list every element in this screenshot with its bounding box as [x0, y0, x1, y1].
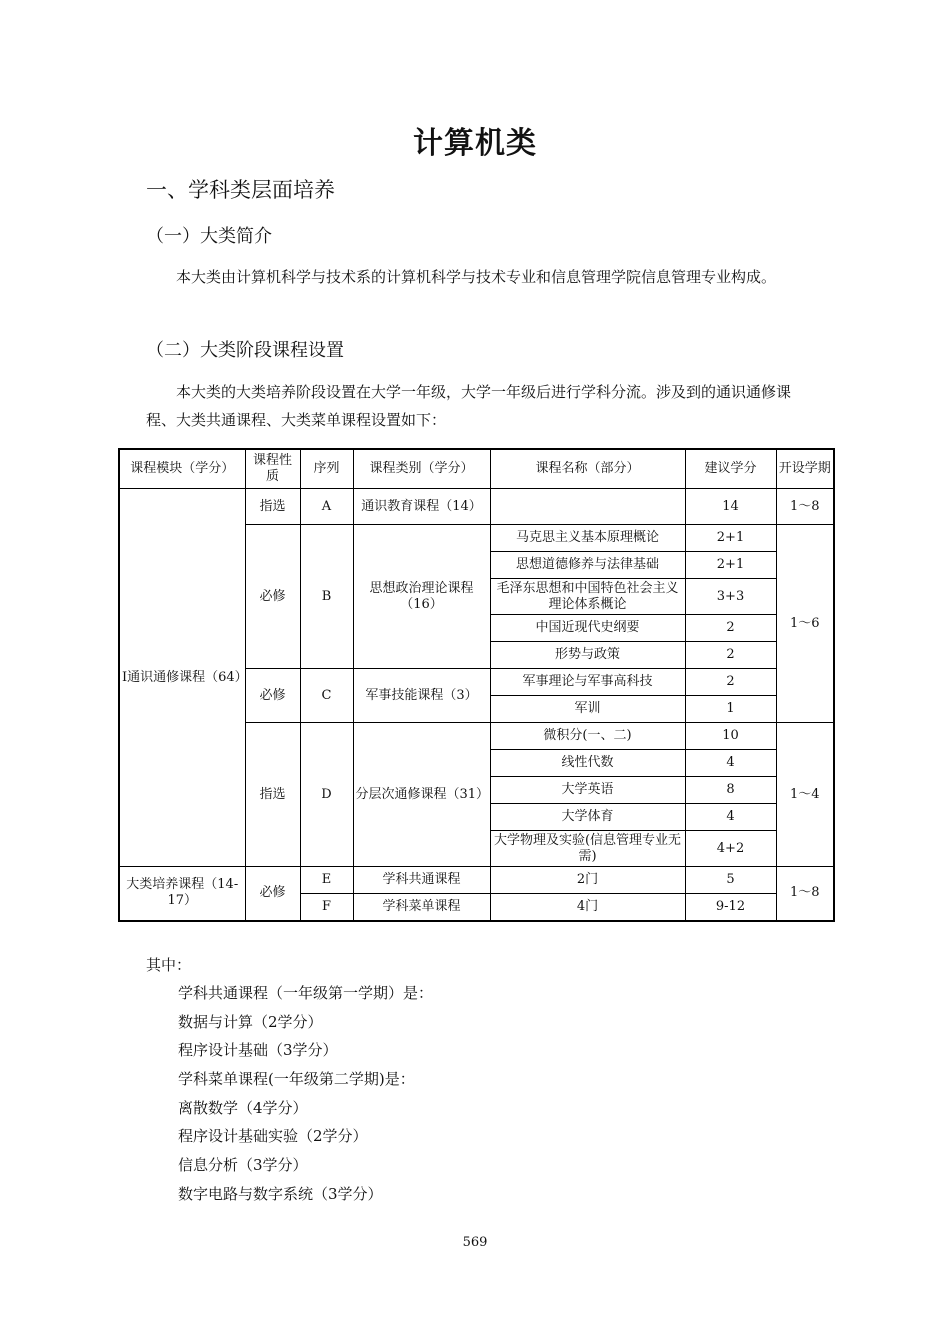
credit-cell: 2: [685, 669, 776, 696]
seq-cell: C: [300, 669, 353, 723]
nature-cell: 必修: [245, 669, 300, 723]
term-cell: 1～4: [776, 723, 834, 867]
module-cell: Ⅰ通识通修课程（64）: [119, 489, 245, 867]
credit-cell: 2+1: [685, 525, 776, 552]
credit-cell: 5: [685, 867, 776, 894]
header-cell: 课程性质: [245, 449, 300, 489]
setup-paragraph: [146, 378, 816, 434]
category-cell: 思想政治理论课程（16）: [353, 525, 490, 669]
nature-cell: 必修: [245, 525, 300, 669]
subsection-heading-setup: （二）大类阶段课程设置: [146, 340, 344, 361]
header-cell: 开设学期: [776, 449, 834, 489]
header-cell: 序列: [300, 449, 353, 489]
intro-text: 本大类由计算机科学与技术系的计算机科学与技术专业和信息管理学院信息管理专业构成。: [176, 268, 777, 286]
list-item: 程序设计基础实验（2学分）: [178, 1127, 368, 1145]
credit-cell: 4: [685, 804, 776, 831]
credit-cell: 9-12: [685, 894, 776, 921]
seq-cell: A: [300, 489, 353, 525]
module-cell: 大类培养课程（14-17）: [119, 867, 245, 921]
seq-cell: B: [300, 525, 353, 669]
course-name-cell: 毛泽东思想和中国特色社会主义理论体系概论: [490, 579, 685, 615]
course-name-cell: 大学英语: [490, 777, 685, 804]
credit-cell: 2+1: [685, 552, 776, 579]
list-item: 学科共通课程（一年级第一学期）是：: [178, 984, 434, 1002]
course-name-cell: 4门: [490, 894, 685, 921]
list-item: 数据与计算（2学分）: [178, 1013, 323, 1031]
setup-text: 本大类的大类培养阶段设置在大学一年级，大学一年级后进行学科分流。涉及到的通识通修课程、大类共通课程、大类菜单课程设置如下：: [146, 383, 792, 429]
table-header-row: [119, 449, 834, 489]
course-name-cell: 微积分(一、二): [490, 723, 685, 750]
credit-cell: 10: [685, 723, 776, 750]
intro-paragraph: [146, 263, 816, 291]
list-item: 信息分析（3学分）: [178, 1156, 308, 1174]
page-number: 569: [462, 1235, 488, 1250]
course-name-cell: 军事理论与军事高科技: [490, 669, 685, 696]
category-cell: 军事技能课程（3）: [353, 669, 490, 723]
course-table: [118, 448, 835, 922]
page-title: 计算机类: [413, 126, 537, 161]
header-cell: 课程模块（学分）: [119, 449, 245, 489]
table-row: [119, 867, 834, 894]
nature-cell: 指选: [245, 489, 300, 525]
category-cell: 通识教育课程（14）: [353, 489, 490, 525]
course-name-cell: 马克思主义基本原理概论: [490, 525, 685, 552]
course-name-cell: 大学物理及实验(信息管理专业无需): [490, 831, 685, 867]
credit-cell: 1: [685, 696, 776, 723]
course-name-cell: 中国近现代史纲要: [490, 615, 685, 642]
list-item: 数字电路与数字系统（3学分）: [178, 1185, 383, 1203]
course-name-cell: 2门: [490, 867, 685, 894]
course-name-cell: 军训: [490, 696, 685, 723]
list-item: 程序设计基础（3学分）: [178, 1041, 338, 1059]
course-name-cell: 形势与政策: [490, 642, 685, 669]
credit-cell: 4+2: [685, 831, 776, 867]
credit-cell: 4: [685, 750, 776, 777]
course-name-cell: [490, 489, 685, 525]
category-cell: 分层次通修课程（31）: [353, 723, 490, 867]
category-cell: 学科菜单课程: [353, 894, 490, 921]
course-name-cell: 线性代数: [490, 750, 685, 777]
table-row: [119, 489, 834, 525]
credit-cell: 3+3: [685, 579, 776, 615]
credit-cell: 14: [685, 489, 776, 525]
course-name-cell: 大学体育: [490, 804, 685, 831]
seq-cell: E: [300, 867, 353, 894]
seq-cell: D: [300, 723, 353, 867]
seq-cell: F: [300, 894, 353, 921]
notes-lead: 其中：: [146, 956, 192, 974]
nature-cell: 必修: [245, 867, 300, 921]
term-cell: 1～8: [776, 489, 834, 525]
section-heading: 一、学科类层面培养: [146, 178, 335, 202]
header-cell: 课程类别（学分）: [353, 449, 490, 489]
list-item: 离散数学（4学分）: [178, 1099, 308, 1117]
credit-cell: 2: [685, 642, 776, 669]
credit-cell: 2: [685, 615, 776, 642]
header-cell: 建议学分: [685, 449, 776, 489]
list-item: 学科菜单课程(一年级第二学期)是：: [178, 1070, 415, 1088]
nature-cell: 指选: [245, 723, 300, 867]
term-cell: 1～6: [776, 525, 834, 723]
subsection-heading-intro: （一）大类简介: [146, 226, 272, 247]
course-name-cell: 思想道德修养与法律基础: [490, 552, 685, 579]
term-cell: 1～8: [776, 867, 834, 921]
credit-cell: 8: [685, 777, 776, 804]
category-cell: 学科共通课程: [353, 867, 490, 894]
header-cell: 课程名称（部分）: [490, 449, 685, 489]
